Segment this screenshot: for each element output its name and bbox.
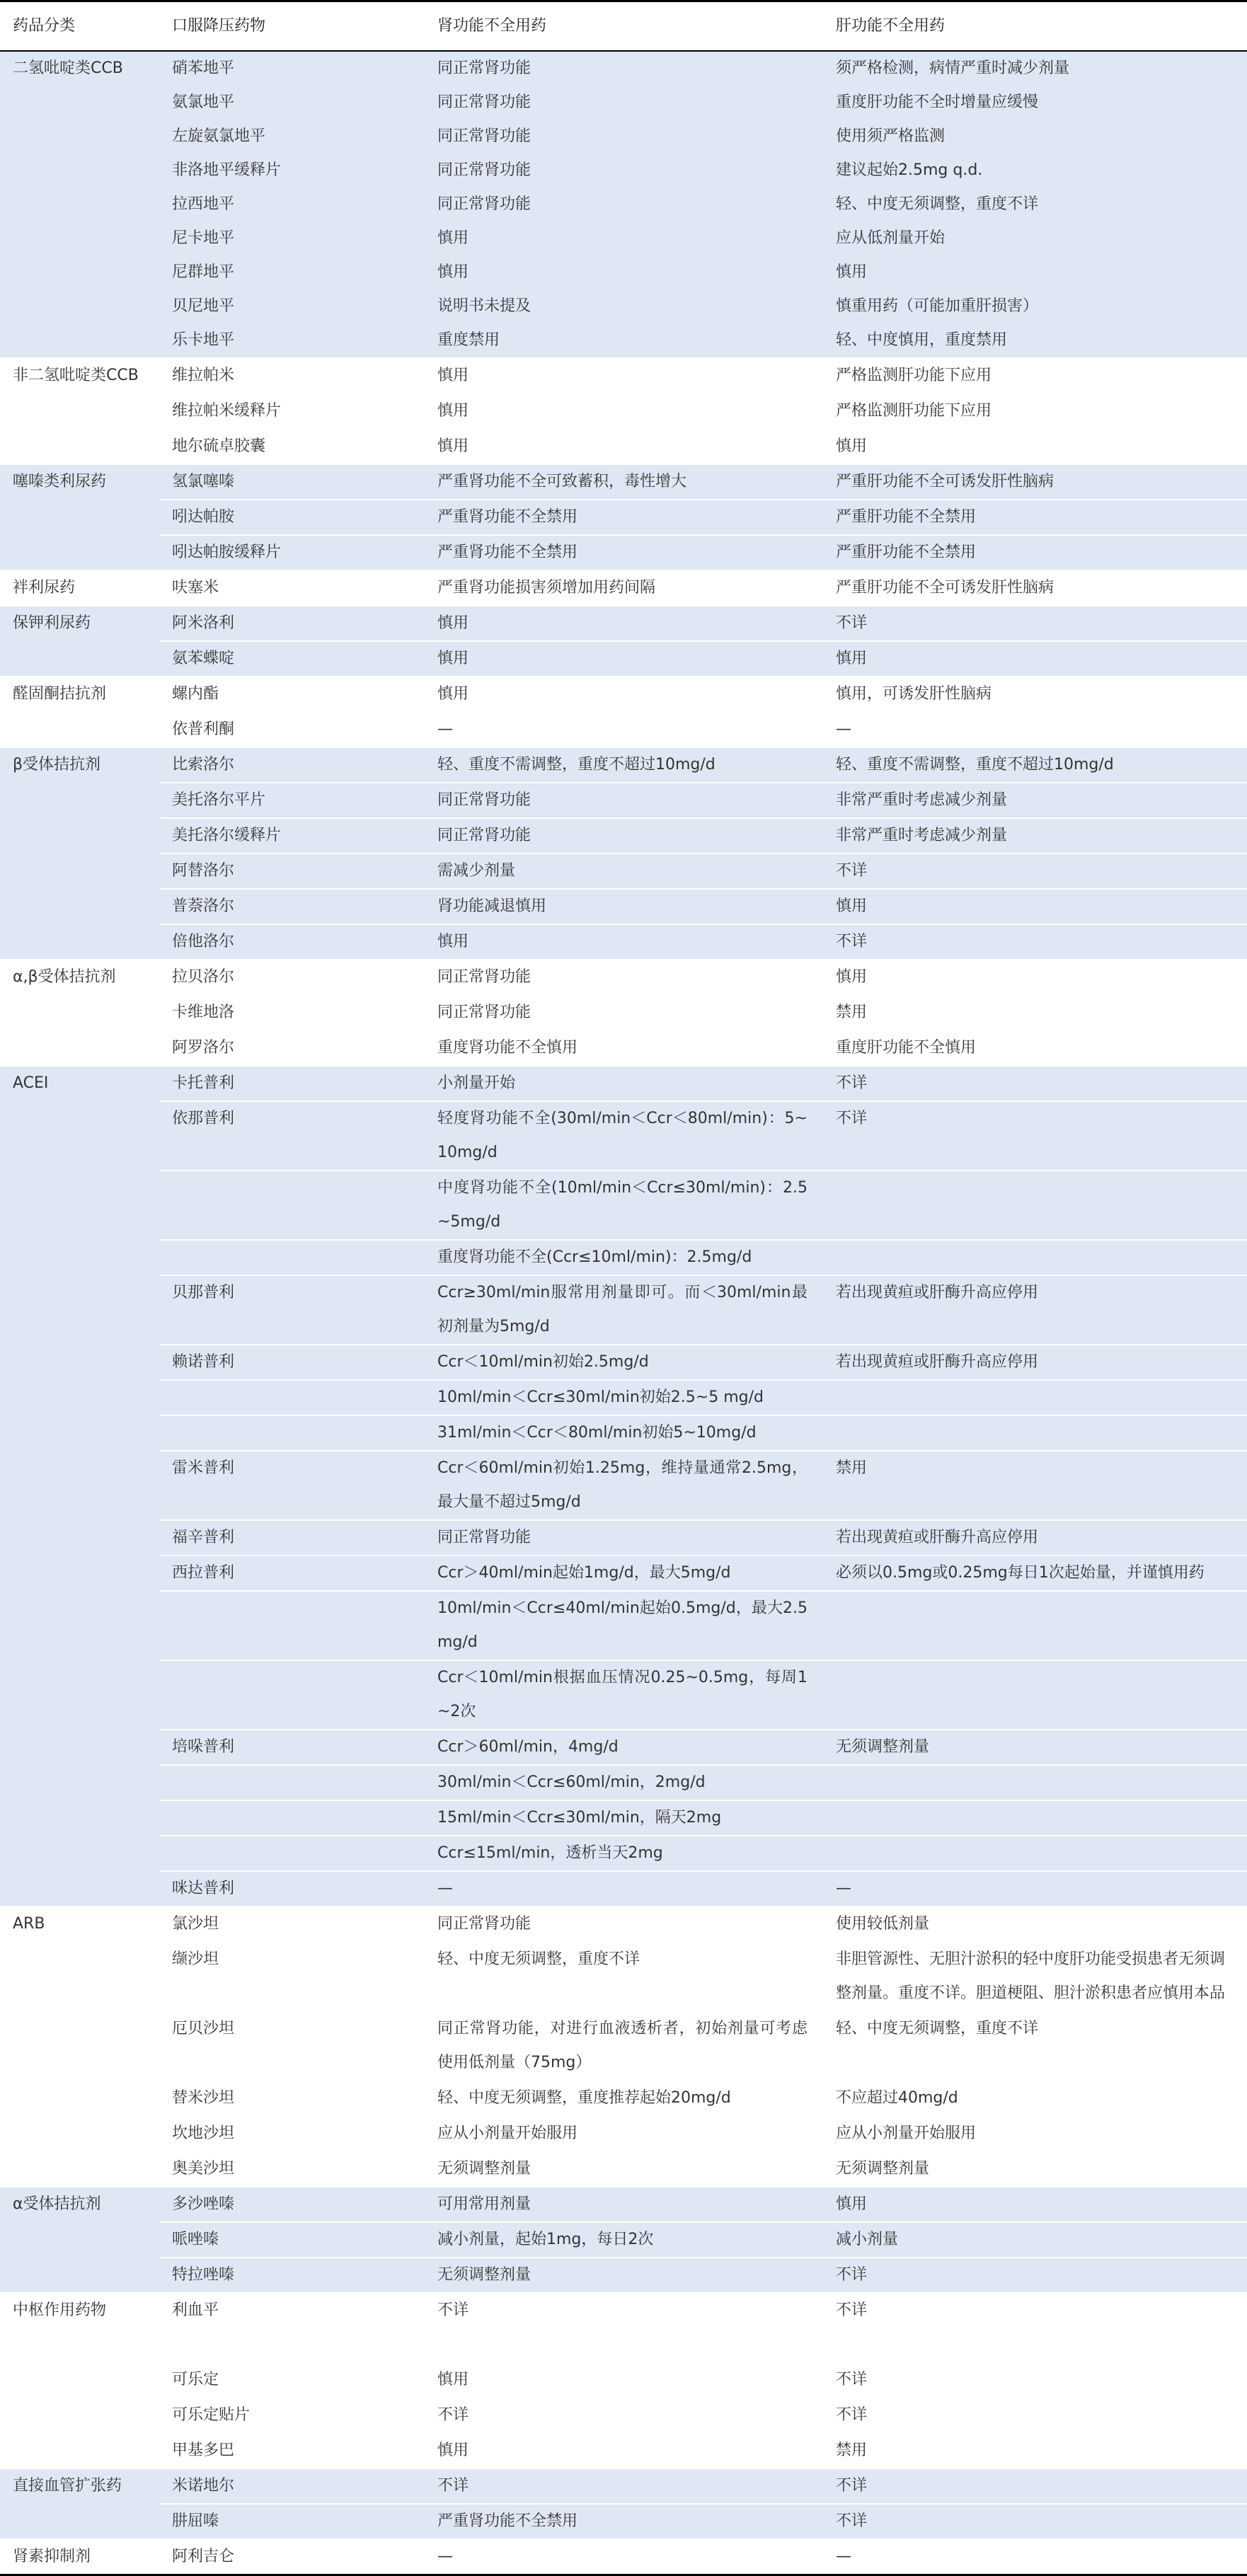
table-row [0, 1240, 1247, 1275]
table-row [0, 1942, 1247, 2011]
drug-cell [159, 1765, 425, 1800]
renal-cell: 严重肾功能不全禁用 [425, 535, 823, 570]
table-row [0, 464, 1247, 500]
category-cell: α受体拮抗剂 [0, 2187, 159, 2293]
renal-cell: Ccr＜10ml/min初始2.5mg/d [425, 1345, 823, 1380]
hepatic-cell: 严重肝功能不全禁用 [823, 535, 1247, 570]
table-group [0, 358, 1247, 464]
hepatic-cell: 慎用 [823, 889, 1247, 924]
header-renal: 肾功能不全用药 [425, 1, 823, 52]
category-cell: ACEI [0, 1066, 159, 1907]
category-cell: 非二氢吡啶类CCB [0, 358, 159, 464]
hepatic-cell: 不详 [823, 606, 1247, 641]
renal-cell: 重度肾功能不全(Ccr≤10ml/min)：2.5mg/d [425, 1240, 823, 1275]
table-row [0, 1171, 1247, 1240]
renal-cell: 轻、中度无须调整，重度不详 [425, 1942, 823, 2011]
drug-cell: 尼卡地平 [159, 222, 425, 255]
drug-cell: 利血平 [159, 2293, 425, 2362]
renal-cell: 严重肾功能损害须增加用药间隔 [425, 570, 823, 606]
category-cell: β受体拮抗剂 [0, 747, 159, 960]
renal-cell: 可用常用剂量 [425, 2187, 823, 2222]
drug-cell: 阿利吉仑 [159, 2539, 425, 2575]
drug-cell: 普萘洛尔 [159, 889, 425, 924]
drug-cell: 氢氯噻嗪 [159, 464, 425, 500]
table-row [0, 783, 1247, 818]
drug-cell: 拉贝洛尔 [159, 960, 425, 995]
hepatic-cell: — [823, 1871, 1247, 1907]
hepatic-cell: 重度肝功能不全慎用 [823, 1030, 1247, 1066]
table-row [0, 1907, 1247, 1942]
drug-cell: 米诺地尔 [159, 2468, 425, 2504]
renal-cell: 肾功能减退慎用 [425, 889, 823, 924]
hepatic-cell [823, 1240, 1247, 1275]
renal-cell: 慎用 [425, 606, 823, 641]
table-group [0, 1907, 1247, 2187]
drug-cell: 肼屈嗪 [159, 2504, 425, 2539]
category-cell: 中枢作用药物 [0, 2293, 159, 2468]
hepatic-cell: 严重肝功能不全禁用 [823, 500, 1247, 535]
drug-cell: 美托洛尔平片 [159, 783, 425, 818]
hepatic-cell: 非常严重时考虑减少剂量 [823, 783, 1247, 818]
renal-cell: 15ml/min＜Ccr≤30ml/min，隔天2mg [425, 1800, 823, 1836]
table-row [0, 289, 1247, 323]
hepatic-cell: 使用较低剂量 [823, 1907, 1247, 1942]
hepatic-cell: 严重肝功能不全可诱发肝性脑病 [823, 464, 1247, 500]
renal-cell: 同正常肾功能 [425, 120, 823, 154]
category-cell: 二氢吡啶类CCB [0, 51, 159, 358]
drug-cell: 阿罗洛尔 [159, 1030, 425, 1066]
table-row [0, 1101, 1247, 1171]
table-row [0, 712, 1247, 747]
drug-cell: 咪达普利 [159, 1871, 425, 1907]
hepatic-cell: 不详 [823, 2362, 1247, 2398]
table-row [0, 2504, 1247, 2539]
drug-cell: 贝尼地平 [159, 289, 425, 323]
drug-cell: 维拉帕米 [159, 358, 425, 393]
drug-cell: 阿米洛利 [159, 606, 425, 641]
drug-cell: 可乐定 [159, 2362, 425, 2398]
drug-cell: 雷米普利 [159, 1451, 425, 1520]
renal-cell: 轻、重度不需调整，重度不超过10mg/d [425, 747, 823, 783]
renal-cell: 同正常肾功能 [425, 154, 823, 188]
table-row [0, 1030, 1247, 1066]
hepatic-cell: 应从低剂量开始 [823, 222, 1247, 255]
table-row [0, 1800, 1247, 1836]
drug-cell: 培哚普利 [159, 1730, 425, 1765]
hepatic-cell: 非胆管源性、无胆汁淤积的轻中度肝功能受损患者无须调整剂量。重度不详。胆道梗阻、胆汁淤积患者应慎用本品 [823, 1942, 1247, 2011]
drug-cell: 厄贝沙坦 [159, 2011, 425, 2081]
renal-cell: 同正常肾功能 [425, 783, 823, 818]
hepatic-cell [823, 1171, 1247, 1240]
table-row [0, 2468, 1247, 2504]
hepatic-cell: 轻、重度不需调整，重度不超过10mg/d [823, 747, 1247, 783]
renal-cell: — [425, 1871, 823, 1907]
table-group [0, 606, 1247, 677]
drug-cell: 可乐定贴片 [159, 2398, 425, 2433]
category-cell: 直接血管扩张药 [0, 2468, 159, 2539]
hepatic-cell: 严重肝功能不全可诱发肝性脑病 [823, 570, 1247, 606]
table-row [0, 818, 1247, 853]
hepatic-cell: 减小剂量 [823, 2222, 1247, 2258]
drug-cell: 哌唑嗪 [159, 2222, 425, 2258]
renal-cell: 同正常肾功能 [425, 188, 823, 222]
table-group [0, 960, 1247, 1066]
renal-cell: 需减少剂量 [425, 853, 823, 889]
renal-cell: 10ml/min＜Ccr≤30ml/min初始2.5~5 mg/d [425, 1380, 823, 1415]
renal-cell: 慎用 [425, 255, 823, 289]
table-row [0, 677, 1247, 712]
drug-cell: 坎地沙坦 [159, 2116, 425, 2151]
hepatic-cell [823, 1660, 1247, 1730]
table-row [0, 2398, 1247, 2433]
table-row [0, 255, 1247, 289]
hepatic-cell: — [823, 2539, 1247, 2575]
table-row [0, 188, 1247, 222]
table-row [0, 995, 1247, 1030]
hepatic-cell: 慎重用药（可能加重肝损害） [823, 289, 1247, 323]
drug-cell [159, 1240, 425, 1275]
hepatic-cell: 不应超过40mg/d [823, 2081, 1247, 2116]
hepatic-cell: 不详 [823, 2293, 1247, 2362]
table-group [0, 570, 1247, 606]
renal-cell: 减小剂量，起始1mg，每日2次 [425, 2222, 823, 2258]
table-row [0, 2293, 1247, 2362]
hepatic-cell: 不详 [823, 924, 1247, 960]
drug-cell: 比索洛尔 [159, 747, 425, 783]
table-row [0, 154, 1247, 188]
hepatic-cell: 慎用 [823, 255, 1247, 289]
drug-cell: 拉西地平 [159, 188, 425, 222]
drug-cell: 阿替洛尔 [159, 853, 425, 889]
table-row [0, 1871, 1247, 1907]
drug-cell [159, 1380, 425, 1415]
hepatic-cell: 若出现黄疸或肝酶升高应停用 [823, 1275, 1247, 1345]
drug-cell: 依普利酮 [159, 712, 425, 747]
renal-cell: 慎用 [425, 677, 823, 712]
table-row [0, 393, 1247, 429]
renal-cell: 不详 [425, 2293, 823, 2362]
hepatic-cell: 不详 [823, 2468, 1247, 2504]
table-row [0, 2081, 1247, 2116]
table-row [0, 1275, 1247, 1345]
table-row [0, 1520, 1247, 1556]
table-row [0, 1836, 1247, 1871]
drug-cell [159, 1836, 425, 1871]
renal-cell: 不详 [425, 2468, 823, 2504]
table-row [0, 960, 1247, 995]
renal-cell: 应从小剂量开始服用 [425, 2116, 823, 2151]
renal-cell: 慎用 [425, 924, 823, 960]
hepatic-cell [823, 1836, 1247, 1871]
hepatic-cell: 重度肝功能不全时增量应缓慢 [823, 86, 1247, 120]
hepatic-cell: 必须以0.5mg或0.25mg每日1次起始量，并谨慎用药 [823, 1556, 1247, 1591]
hepatic-cell [823, 1591, 1247, 1660]
hepatic-cell: 严格监测肝功能下应用 [823, 393, 1247, 429]
renal-cell: 慎用 [425, 393, 823, 429]
header-hepatic: 肝功能不全用药 [823, 1, 1247, 52]
table-row [0, 1765, 1247, 1800]
header-row [0, 1, 1247, 52]
table-row [0, 641, 1247, 677]
table-row [0, 2258, 1247, 2293]
table-row [0, 1556, 1247, 1591]
renal-cell: 不详 [425, 2398, 823, 2433]
table-group [0, 1066, 1247, 1907]
hepatic-cell [823, 1765, 1247, 1800]
table-group [0, 2187, 1247, 2293]
drug-cell: 螺内酯 [159, 677, 425, 712]
table-row [0, 2187, 1247, 2222]
drug-cell: 福辛普利 [159, 1520, 425, 1556]
drug-cell [159, 1171, 425, 1240]
renal-cell: 同正常肾功能 [425, 960, 823, 995]
renal-cell: 慎用 [425, 222, 823, 255]
renal-cell: 30ml/min＜Ccr≤60ml/min，2mg/d [425, 1765, 823, 1800]
table-row [0, 358, 1247, 393]
table-row [0, 2011, 1247, 2081]
renal-cell: Ccr＜60ml/min初始1.25mg，维持量通常2.5mg，最大量不超过5mg/d [425, 1451, 823, 1520]
drug-cell [159, 1660, 425, 1730]
hepatic-cell: 不详 [823, 2258, 1247, 2293]
drug-cell [159, 1415, 425, 1451]
renal-cell: 无须调整剂量 [425, 2258, 823, 2293]
hepatic-cell [823, 1380, 1247, 1415]
drug-cell: 甲基多巴 [159, 2433, 425, 2468]
drug-cell: 西拉普利 [159, 1556, 425, 1591]
table-group [0, 747, 1247, 960]
renal-cell: 重度肾功能不全慎用 [425, 1030, 823, 1066]
table-row [0, 120, 1247, 154]
hepatic-cell: 慎用 [823, 429, 1247, 464]
drug-cell: 缬沙坦 [159, 1942, 425, 2011]
table-row [0, 323, 1247, 358]
drug-cell: 赖诺普利 [159, 1345, 425, 1380]
drug-cell: 替米沙坦 [159, 2081, 425, 2116]
renal-cell: 慎用 [425, 358, 823, 393]
table-row [0, 1066, 1247, 1101]
category-cell: ARB [0, 1907, 159, 2187]
renal-cell: Ccr≤15ml/min，透析当天2mg [425, 1836, 823, 1871]
table-row [0, 924, 1247, 960]
hepatic-cell: 不详 [823, 853, 1247, 889]
drug-cell: 贝那普利 [159, 1275, 425, 1345]
drug-cell: 氨苯蝶啶 [159, 641, 425, 677]
hepatic-cell: 建议起始2.5mg q.d. [823, 154, 1247, 188]
table-group [0, 464, 1247, 570]
table-row [0, 1345, 1247, 1380]
drug-cell: 依那普利 [159, 1101, 425, 1171]
table-row [0, 853, 1247, 889]
table-group [0, 2539, 1247, 2575]
hepatic-cell: 不详 [823, 2504, 1247, 2539]
renal-cell: 说明书未提及 [425, 289, 823, 323]
renal-cell: 同正常肾功能 [425, 51, 823, 86]
hepatic-cell: 轻、中度无须调整，重度不详 [823, 2011, 1247, 2081]
drug-cell: 特拉唑嗪 [159, 2258, 425, 2293]
category-cell: 袢利尿药 [0, 570, 159, 606]
renal-cell: 重度禁用 [425, 323, 823, 358]
table-row [0, 1730, 1247, 1765]
table-row [0, 2222, 1247, 2258]
table-group [0, 51, 1247, 358]
renal-cell: 无须调整剂量 [425, 2151, 823, 2187]
renal-cell: 慎用 [425, 2433, 823, 2468]
renal-cell: 31ml/min＜Ccr＜80ml/min初始5~10mg/d [425, 1415, 823, 1451]
drug-cell [159, 1800, 425, 1836]
table-row [0, 747, 1247, 783]
renal-cell: 小剂量开始 [425, 1066, 823, 1101]
category-cell: 醛固酮拮抗剂 [0, 677, 159, 747]
renal-cell: 慎用 [425, 641, 823, 677]
table-row [0, 606, 1247, 641]
hepatic-cell: 禁用 [823, 995, 1247, 1030]
table-row [0, 2362, 1247, 2398]
hepatic-cell: 严格监测肝功能下应用 [823, 358, 1247, 393]
table-row [0, 2116, 1247, 2151]
drug-cell: 呋塞米 [159, 570, 425, 606]
table-row [0, 570, 1247, 606]
hepatic-cell: — [823, 712, 1247, 747]
renal-cell: 同正常肾功能，对进行血液透析者，初始剂量可考虑使用低剂量（75mg） [425, 2011, 823, 2081]
drug-cell: 奥美沙坦 [159, 2151, 425, 2187]
renal-cell: 严重肾功能不全可致蓄积，毒性增大 [425, 464, 823, 500]
drug-cell: 维拉帕米缓释片 [159, 393, 425, 429]
drug-cell: 氯沙坦 [159, 1907, 425, 1942]
table-row [0, 2539, 1247, 2575]
table-row [0, 500, 1247, 535]
renal-cell: 同正常肾功能 [425, 818, 823, 853]
table-row [0, 889, 1247, 924]
table-group [0, 677, 1247, 747]
renal-cell: Ccr＜10ml/min根据血压情况0.25~0.5mg，每周1~2次 [425, 1660, 823, 1730]
category-cell: α,β受体拮抗剂 [0, 960, 159, 1066]
hepatic-cell: 若出现黄疸或肝酶升高应停用 [823, 1520, 1247, 1556]
renal-cell: 同正常肾功能 [425, 1907, 823, 1942]
table-row [0, 2151, 1247, 2187]
drug-cell: 倍他洛尔 [159, 924, 425, 960]
table-group [0, 2468, 1247, 2539]
drug-cell: 卡托普利 [159, 1066, 425, 1101]
renal-cell: 10ml/min＜Ccr≤40ml/min起始0.5mg/d，最大2.5mg/d [425, 1591, 823, 1660]
drug-cell: 乐卡地平 [159, 323, 425, 358]
table-row [0, 1451, 1247, 1520]
renal-cell: 同正常肾功能 [425, 995, 823, 1030]
hepatic-cell: 须严格检测，病情严重时减少剂量 [823, 51, 1247, 86]
renal-cell: 同正常肾功能 [425, 86, 823, 120]
drug-cell [159, 1591, 425, 1660]
table-row [0, 86, 1247, 120]
renal-cell: 轻、中度无须调整，重度推荐起始20mg/d [425, 2081, 823, 2116]
drug-cell: 氨氯地平 [159, 86, 425, 120]
header-drug: 口服降压药物 [159, 1, 425, 52]
renal-cell: 轻度肾功能不全(30ml/min＜Ccr＜80ml/min)：5~10mg/d [425, 1101, 823, 1171]
hepatic-cell: 慎用 [823, 960, 1247, 995]
table-row [0, 222, 1247, 255]
hepatic-cell: 不详 [823, 2398, 1247, 2433]
drug-cell: 尼群地平 [159, 255, 425, 289]
table-row [0, 1591, 1247, 1660]
table-row [0, 535, 1247, 570]
hepatic-cell: 禁用 [823, 2433, 1247, 2468]
drug-cell: 吲达帕胺 [159, 500, 425, 535]
hepatic-cell: 慎用，可诱发肝性脑病 [823, 677, 1247, 712]
renal-cell: 同正常肾功能 [425, 1520, 823, 1556]
drug-cell: 左旋氨氯地平 [159, 120, 425, 154]
drug-cell: 美托洛尔缓释片 [159, 818, 425, 853]
renal-cell: Ccr≥30ml/min服常用剂量即可。而＜30ml/min最初剂量为5mg/d [425, 1275, 823, 1345]
renal-cell: Ccr＞60ml/min，4mg/d [425, 1730, 823, 1765]
table-group [0, 2293, 1247, 2468]
table-row [0, 1660, 1247, 1730]
renal-cell: Ccr＞40ml/min起始1mg/d，最大5mg/d [425, 1556, 823, 1591]
renal-cell: 中度肾功能不全(10ml/min＜Ccr≤30ml/min)：2.5~5mg/d [425, 1171, 823, 1240]
hepatic-cell: 禁用 [823, 1451, 1247, 1520]
hepatic-cell: 轻、中度无须调整，重度不详 [823, 188, 1247, 222]
drug-cell: 吲达帕胺缓释片 [159, 535, 425, 570]
category-cell: 肾素抑制剂 [0, 2539, 159, 2575]
hepatic-cell: 不详 [823, 1066, 1247, 1101]
hepatic-cell: 非常严重时考虑减少剂量 [823, 818, 1247, 853]
header-category: 药品分类 [0, 1, 159, 52]
hepatic-cell: 无须调整剂量 [823, 1730, 1247, 1765]
drug-cell: 非洛地平缓释片 [159, 154, 425, 188]
hepatic-cell: 轻、中度慎用，重度禁用 [823, 323, 1247, 358]
table-row [0, 429, 1247, 464]
hepatic-cell: 慎用 [823, 2187, 1247, 2222]
category-cell: 保钾利尿药 [0, 606, 159, 677]
category-cell: 噻嗪类利尿药 [0, 464, 159, 570]
renal-cell: 严重肾功能不全禁用 [425, 2504, 823, 2539]
hepatic-cell: 使用须严格监测 [823, 120, 1247, 154]
hepatic-cell: 不详 [823, 1101, 1247, 1171]
hepatic-cell [823, 1800, 1247, 1836]
renal-cell: — [425, 2539, 823, 2575]
table-row [0, 1415, 1247, 1451]
table-row [0, 51, 1247, 86]
drug-cell: 硝苯地平 [159, 51, 425, 86]
hepatic-cell [823, 1415, 1247, 1451]
drug-cell: 地尔硫卓胶囊 [159, 429, 425, 464]
renal-cell: 严重肾功能不全禁用 [425, 500, 823, 535]
hepatic-cell: 应从小剂量开始服用 [823, 2116, 1247, 2151]
table-header [0, 1, 1247, 52]
renal-cell: 慎用 [425, 2362, 823, 2398]
drug-cell: 卡维地洛 [159, 995, 425, 1030]
hepatic-cell: 慎用 [823, 641, 1247, 677]
drug-cell: 多沙唑嗪 [159, 2187, 425, 2222]
hepatic-cell: 若出现黄疸或肝酶升高应停用 [823, 1345, 1247, 1380]
hepatic-cell: 无须调整剂量 [823, 2151, 1247, 2187]
renal-cell: 慎用 [425, 429, 823, 464]
table-row [0, 2433, 1247, 2468]
renal-cell: — [425, 712, 823, 747]
table-row [0, 1380, 1247, 1415]
